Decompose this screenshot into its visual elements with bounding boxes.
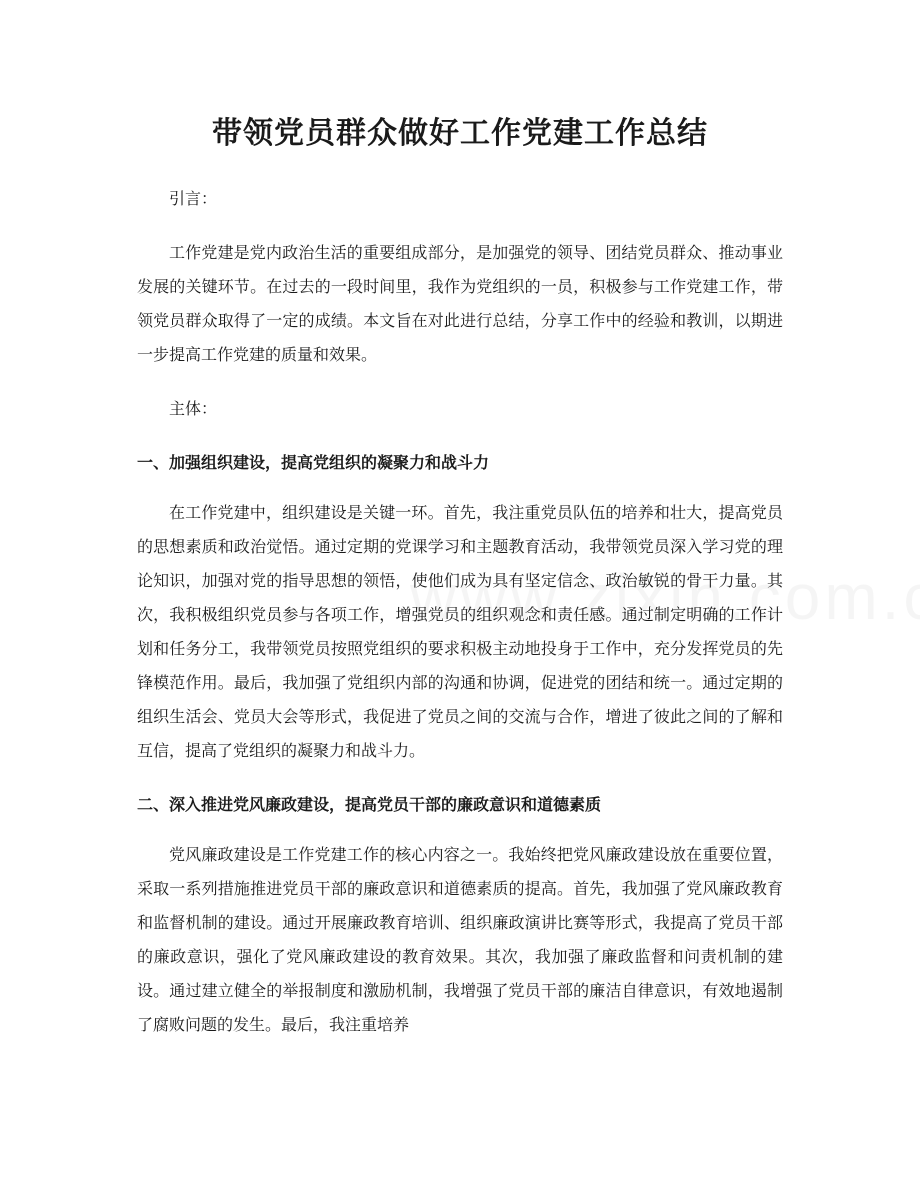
intro-paragraph: 工作党建是党内政治生活的重要组成部分，是加强党的领导、团结党员群众、推动事业发展的关键环节。在过去的一段时间里，我作为党组织的一员，积极参与工作党建工作，带领党员群众取得了一定的成绩。本文旨在对此进行总结，分享工作中的经验和教训，以期进一步提高工作党建的质量和效果。 [137,243,783,364]
watermark [410,560,920,634]
section-1-heading: 一、加强组织建设，提高党组织的凝聚力和战斗力 [137,453,490,472]
document-title: 带领党员群众做好工作党建工作总结 [212,116,708,151]
intro-label: 引言： [169,189,218,208]
section-2-heading: 二、深入推进党风廉政建设，提高党员干部的廉政意识和道德素质 [137,795,602,814]
body-label: 主体： [169,399,218,418]
section-1-paragraph: 在工作党建中，组织建设是关键一环。首先，我注重党员队伍的培养和壮大，提高党员的思想素质和政治觉悟。通过定期的党课学习和主题教育活动，我带领党员深入学习党的理论知识，加强对党的指导思想的领悟，使他们成为具有坚定信念、政治敏锐的骨干力量。其次，我积极组织党员参与各项工作，增强党员的组织观念和责任感。通过制定明确的工作计划和任务分工，我带领党员按照党组织的要求积极主动地投身于工作中，充分发挥党员的先锋模范作用。最后，我加强了党组织内部的沟通和协调，促进党的团结和统一。通过定期的组织生活会、党员大会等形式，我促进了党员之间的交流与合作，增进了彼此之间的了解和互信，提高了党组织的凝聚力和战斗力。 [137,503,783,760]
section-2-paragraph: 党风廉政建设是工作党建工作的核心内容之一。我始终把党风廉政建设放在重要位置，采取一系列措施推进党员干部的廉政意识和道德素质的提高。首先，我加强了党风廉政教育和监督机制的建设。通过开展廉政教育培训、组织廉政演讲比赛等形式，我提高了党员干部的廉政意识，强化了党风廉政建设的教育效果。其次，我加强了廉政监督和问责机制的建设。通过建立健全的举报制度和激励机制，我增强了党员干部的廉洁自律意识，有效地遏制了腐败问题的发生。最后，我注重培养 [137,845,783,1034]
